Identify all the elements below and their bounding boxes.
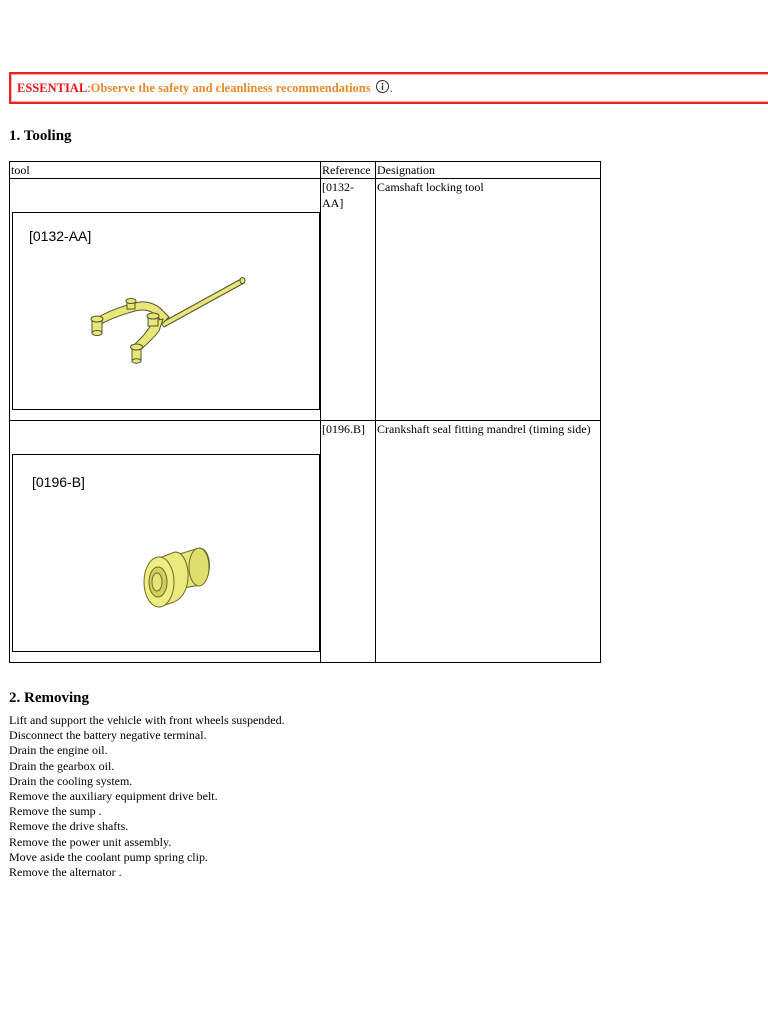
info-icon[interactable] xyxy=(376,80,389,93)
list-item: Drain the cooling system. xyxy=(9,773,133,788)
essential-separator: : xyxy=(87,80,91,95)
table-row xyxy=(10,421,601,663)
list-item: Lift and support the vehicle with front wheels suspended. xyxy=(9,713,285,727)
tooling-table xyxy=(9,161,601,663)
list-item: Drain the gearbox oil. xyxy=(9,758,115,773)
removing-heading: 2. Removing xyxy=(9,690,89,706)
column-header-tool: tool xyxy=(10,162,321,179)
list-item: Disconnect the battery negative terminal. xyxy=(9,728,207,743)
essential-text: Observe the safety and cleanliness recommendations xyxy=(90,80,371,95)
tooling-heading: 1. Tooling xyxy=(9,128,72,144)
reference-cell: [0196.B] xyxy=(321,421,376,663)
list-item: Remove the power unit assembly. xyxy=(9,834,172,849)
removal-steps-list xyxy=(9,713,285,880)
camshaft-locking-tool-drawing xyxy=(13,213,319,409)
tool-image-cell xyxy=(10,179,321,421)
tool-illustration xyxy=(12,212,320,410)
designation-cell: Crankshaft seal fitting mandrel (timing side) xyxy=(376,421,601,663)
list-item: Move aside the coolant pump spring clip. xyxy=(9,849,208,864)
tool-image-label: [0196-B] xyxy=(32,474,85,490)
seal-fitting-mandrel-drawing xyxy=(13,455,319,651)
tool-illustration xyxy=(12,454,320,652)
list-item: Remove the alternator . xyxy=(9,865,122,880)
essential-notice xyxy=(9,72,768,104)
list-item: Remove the sump . xyxy=(9,804,102,819)
tool-image-cell xyxy=(10,421,321,663)
table-header-row xyxy=(10,162,601,179)
list-item: Drain the engine oil. xyxy=(9,743,108,758)
column-header-designation: Designation xyxy=(376,162,601,179)
reference-cell: [0132-AA] xyxy=(321,179,376,421)
table-row xyxy=(10,179,601,421)
column-header-reference: Reference xyxy=(321,162,376,179)
designation-cell: Camshaft locking tool xyxy=(376,179,601,421)
tool-image-label: [0132-AA] xyxy=(29,228,92,244)
essential-label: ESSENTIAL xyxy=(17,80,88,95)
list-item: Remove the drive shafts. xyxy=(9,819,129,834)
list-item: Remove the auxiliary equipment drive belt. xyxy=(9,789,218,804)
essential-tail: . xyxy=(389,80,393,95)
